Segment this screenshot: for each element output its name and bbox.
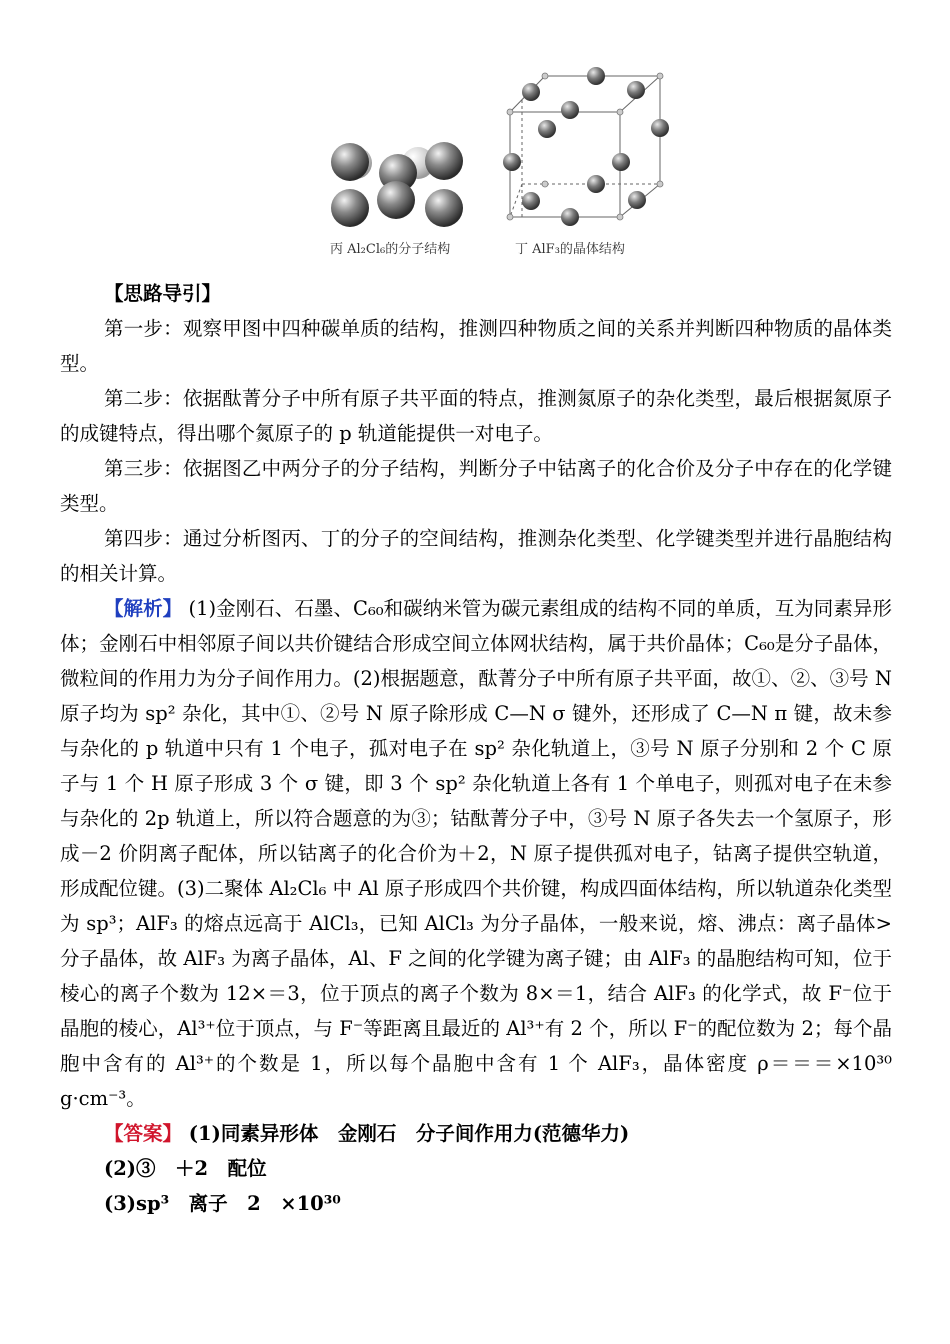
f-ion bbox=[628, 191, 646, 209]
f-ion bbox=[651, 119, 669, 137]
al-ion bbox=[657, 181, 663, 187]
f-ion bbox=[627, 81, 645, 99]
figures bbox=[300, 60, 700, 270]
answer-line-1 bbox=[60, 1116, 892, 1151]
answer-line-2: (2)③ ＋2 配位 bbox=[104, 1157, 267, 1180]
al-ion bbox=[657, 73, 663, 79]
f-ion bbox=[561, 208, 579, 226]
f-ion bbox=[503, 153, 521, 171]
solution-text bbox=[60, 276, 892, 1221]
al-ion bbox=[507, 214, 513, 220]
guide-step-3: 第三步：依据图乙中两分子的分子结构，判断分子中钴离子的化合价及分子中存在的化学键类型。 bbox=[60, 457, 892, 515]
analysis-text: (1)金刚石、石墨、C₆₀和碳纳米管为碳元素组成的结构不同的单质，互为同素异形体；金刚石中相邻原子间以共价键结合形成空间立体网状结构，属于共价晶体；C₆₀是分子晶体，微粒间的作用力为分子间作用力。(2)根据题意，酞菁分子中所有原子共平面，故①、②、③号 N 原子均为 sp² 杂化，其中①、②号 N 原子除形成 C—N σ 键外，还形成了 C—N π 键，故未参与杂化的 p 轨道中只有 1 个电子，孤对电子在 sp² 杂化轨道上，③号 N 原子分别和 2 个 C 原子与 1 个 H 原子形成 3 个 σ 键，即 3 个 sp² 杂化轨道上各有 1 个单电子，则孤对电子在未参与杂化的 2p 轨道上，所以符合题意的为③；钴酞菁分子中，③号 N 原子各失去一个氢原子，形成－2 价阴离子配体，所以钴离子的化合价为＋2，N 原子提供孤对电子，钴离子提供空轨道，形成配位键。(3)二聚体 Al₂Cl₆ 中 Al 原子形成四个共价键，构成四面体结构，所以轨道杂化类型为 sp³；AlF₃ 的熔点远高于 AlCl₃，已知 AlCl₃ 为分子晶体，一般来说，熔、沸点：离子晶体>分子晶体，故 AlF₃ 为离子晶体，Al、F 之间的化学键为离子键；由 AlF₃ 的晶胞结构可知，位于棱心的离子个数为 12×＝3，位于顶点的离子个数为 8×＝1，结合 AlF₃ 的化学式，故 F⁻位于晶胞的棱心，Al³⁺位于顶点，与 F⁻等距离且最近的 Al³⁺有 2 个，所以 F⁻的配位数为 2；每个晶胞中含有的 Al³⁺的个数是 1，所以每个晶胞中含有 1 个 AlF₃，晶体密度 ρ＝＝＝×10³⁰ g·cm⁻³。 bbox=[60, 597, 892, 1110]
al-ion bbox=[617, 109, 623, 115]
guide-step-1: 第一步：观察甲图中四种碳单质的结构，推测四种物质之间的关系并判断四种物质的晶体类型。 bbox=[60, 317, 892, 375]
f-ion bbox=[561, 101, 579, 119]
al-ion bbox=[542, 73, 548, 79]
al2cl6-molecule bbox=[331, 142, 463, 227]
f-ion bbox=[522, 83, 540, 101]
f-ion bbox=[538, 120, 556, 138]
figure-caption-ding: 丁 AlF₃的晶体结构 bbox=[515, 242, 625, 257]
analysis-label: 【解析】 bbox=[104, 597, 183, 620]
guide-heading: 【思路导引】 bbox=[104, 282, 222, 305]
guide-step-4: 第四步：通过分析图丙、丁的分子的空间结构，推测杂化类型、化学键类型并进行晶胞结构的相关计算。 bbox=[60, 527, 892, 585]
cl-atom bbox=[425, 189, 463, 227]
cl-atom bbox=[331, 189, 369, 227]
al-ion bbox=[507, 109, 513, 115]
al-ion bbox=[542, 181, 548, 187]
answer-text-1: (1)同素异形体 金刚石 分子间作用力(范德华力) bbox=[182, 1122, 630, 1145]
answer-label: 【答案】 bbox=[104, 1122, 183, 1145]
al-ion bbox=[617, 214, 623, 220]
guide-step-2: 第二步：依据酞菁分子中所有原子共平面的特点，推测氮原子的杂化类型，最后根据氮原子的成键特点，得出哪个氮原子的 p 轨道能提供一对电子。 bbox=[60, 387, 892, 445]
answer-line-3: (3)sp³ 离子 2 ×10³⁰ bbox=[104, 1192, 341, 1215]
alf3-ions bbox=[503, 67, 669, 226]
figure-caption-bing: 丙 Al₂Cl₆的分子结构 bbox=[330, 242, 451, 257]
f-ion bbox=[522, 192, 540, 210]
cl-atom bbox=[425, 142, 463, 180]
cl-atom bbox=[331, 143, 369, 181]
f-ion bbox=[587, 67, 605, 85]
analysis-paragraph bbox=[60, 591, 892, 1116]
f-ion bbox=[587, 175, 605, 193]
cl-atom bbox=[377, 181, 415, 219]
f-ion bbox=[612, 153, 630, 171]
